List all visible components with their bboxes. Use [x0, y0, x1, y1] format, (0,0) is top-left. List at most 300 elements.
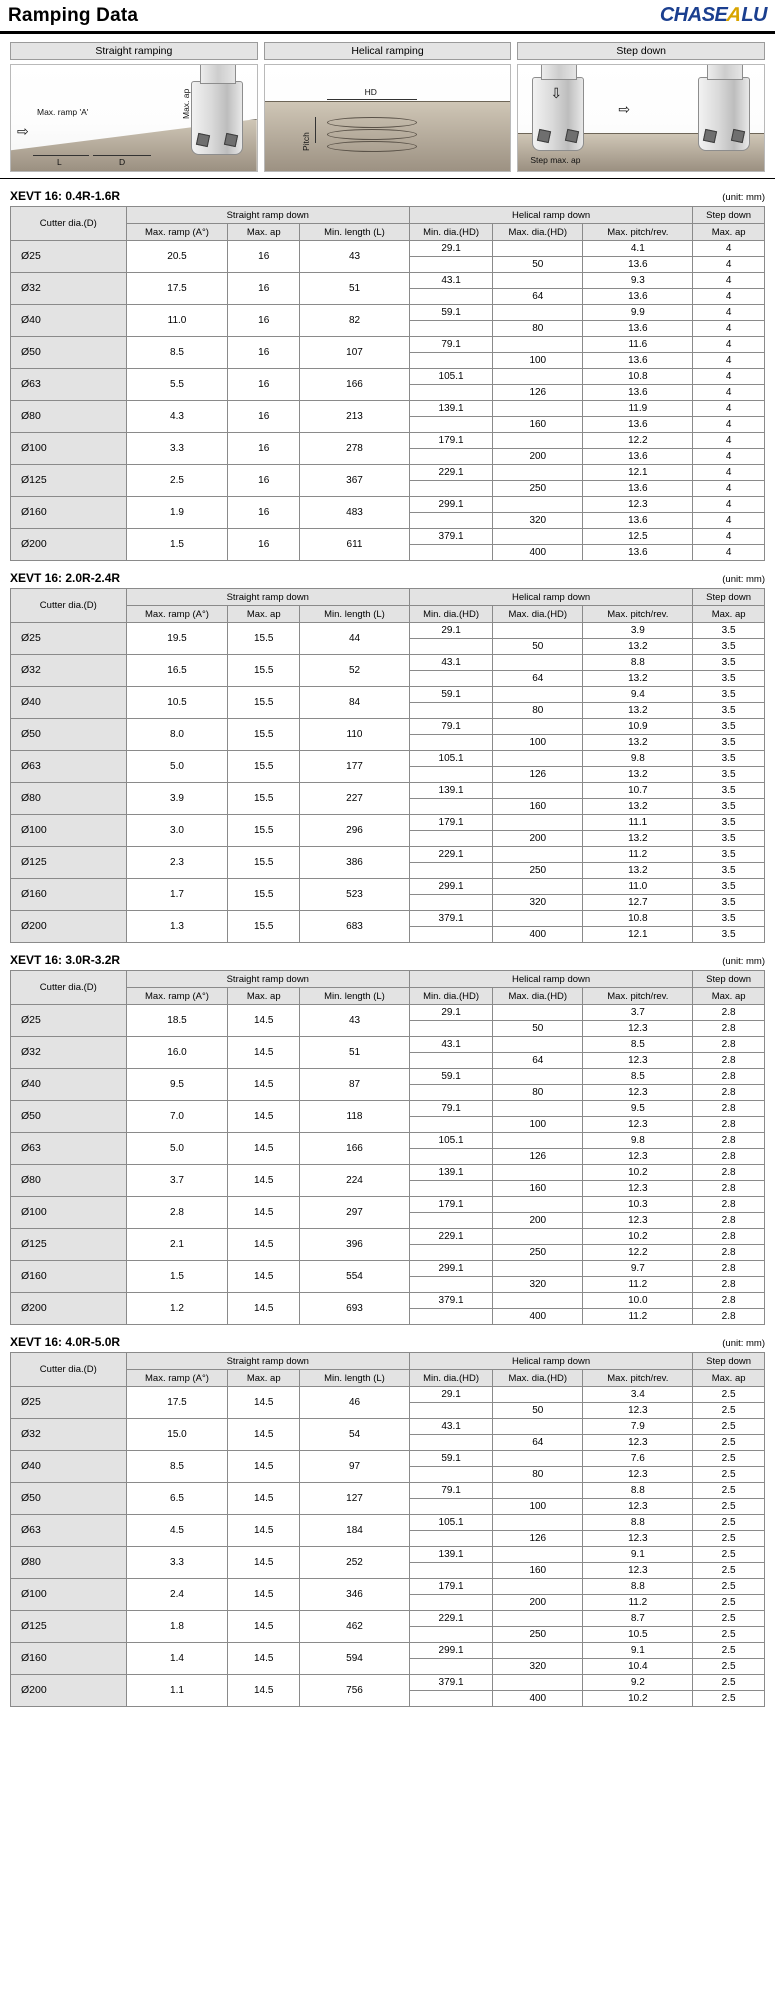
- cell-max-ap: 15.5: [228, 783, 300, 815]
- cell-max-ramp: 8.5: [126, 1451, 228, 1483]
- figure-caption: Step down: [517, 42, 765, 60]
- cell-max-dia: 200: [493, 1213, 583, 1229]
- cell-min-dia: 79.1: [409, 1483, 492, 1499]
- cell-max-dia: 64: [493, 1435, 583, 1451]
- cell-cutter-dia: Ø32: [11, 1037, 127, 1069]
- tool-shank: [200, 64, 236, 84]
- cell-step-max-ap: 3.5: [693, 799, 765, 815]
- cell-step-max-ap-upper: 2.8: [693, 1069, 765, 1085]
- cell-min-dia-lower: [409, 353, 492, 369]
- cell-max-pitch: 13.2: [583, 799, 693, 815]
- figure-row: [0, 34, 775, 179]
- cell-max-ramp: 8.5: [126, 337, 228, 369]
- th-max-dia: Max. dia.(HD): [493, 988, 583, 1005]
- ramping-table: [10, 1352, 765, 1707]
- cell-max-ap: 16: [228, 337, 300, 369]
- table-row: [11, 655, 765, 671]
- cell-step-max-ap: 2.5: [693, 1435, 765, 1451]
- data-sections: [0, 179, 775, 1707]
- cell-cutter-dia: Ø80: [11, 1165, 127, 1197]
- cell-step-max-ap: 2.5: [693, 1403, 765, 1419]
- table-row: [11, 1515, 765, 1531]
- cell-cutter-dia: Ø63: [11, 1515, 127, 1547]
- cell-cutter-dia: Ø200: [11, 911, 127, 943]
- cell-min-dia: 59.1: [409, 1451, 492, 1467]
- cell-step-max-ap: 2.8: [693, 1213, 765, 1229]
- cell-min-dia: 43.1: [409, 1037, 492, 1053]
- cell-min-dia: 229.1: [409, 1229, 492, 1245]
- cell-max-dia: 200: [493, 831, 583, 847]
- insert-icon: [565, 129, 579, 143]
- cell-max-dia-upper: [493, 273, 583, 289]
- th-max-ap: Max. ap: [228, 988, 300, 1005]
- th-max-dia: Max. dia.(HD): [493, 1370, 583, 1387]
- th-group-step: Step down: [693, 971, 765, 988]
- cell-min-length: 386: [300, 847, 410, 879]
- cell-min-dia: 379.1: [409, 1675, 492, 1691]
- helix-path: [327, 129, 417, 140]
- table-row: [11, 1579, 765, 1595]
- cell-max-ramp: 2.1: [126, 1229, 228, 1261]
- cell-min-length: 84: [300, 687, 410, 719]
- cell-max-pitch: 13.6: [583, 513, 693, 529]
- cell-max-ramp: 3.9: [126, 783, 228, 815]
- label-pitch: Pitch: [300, 132, 311, 151]
- cell-min-length: 554: [300, 1261, 410, 1293]
- table-header-row: [11, 589, 765, 606]
- cell-min-length: 611: [300, 529, 410, 561]
- cell-cutter-dia: Ø25: [11, 623, 127, 655]
- cell-max-ap: 14.5: [228, 1547, 300, 1579]
- cell-max-dia: 400: [493, 1691, 583, 1707]
- table-row: [11, 815, 765, 831]
- cell-max-ap: 16: [228, 465, 300, 497]
- cell-step-max-ap-upper: 2.8: [693, 1293, 765, 1309]
- cell-min-dia: 59.1: [409, 687, 492, 703]
- cell-step-max-ap-upper: 2.8: [693, 1101, 765, 1117]
- cell-min-dia-lower: [409, 257, 492, 273]
- table-row: [11, 529, 765, 545]
- th-max-ap: Max. ap: [228, 224, 300, 241]
- cell-cutter-dia: Ø100: [11, 1197, 127, 1229]
- cell-min-length: 166: [300, 369, 410, 401]
- cell-step-max-ap: 2.5: [693, 1499, 765, 1515]
- cell-max-pitch-upper: 7.9: [583, 1419, 693, 1435]
- cell-step-max-ap-upper: 3.5: [693, 719, 765, 735]
- cell-step-max-ap: 2.5: [693, 1659, 765, 1675]
- cell-step-max-ap-upper: 3.5: [693, 687, 765, 703]
- cell-max-pitch-upper: 9.1: [583, 1547, 693, 1563]
- cell-max-dia: 320: [493, 513, 583, 529]
- cell-step-max-ap-upper: 2.5: [693, 1451, 765, 1467]
- cell-max-ap: 15.5: [228, 879, 300, 911]
- cell-min-length: 127: [300, 1483, 410, 1515]
- cell-min-dia-lower: [409, 1595, 492, 1611]
- th-min-length: Min. length (L): [300, 606, 410, 623]
- label-max-ramp: Max. ramp 'A': [37, 107, 89, 117]
- cell-max-ap: 14.5: [228, 1229, 300, 1261]
- cell-min-dia-lower: [409, 1563, 492, 1579]
- cell-max-pitch: 13.6: [583, 257, 693, 273]
- label-hd: HD: [364, 87, 377, 97]
- cell-max-dia-upper: [493, 879, 583, 895]
- insert-icon: [224, 133, 238, 147]
- cell-step-max-ap-upper: 2.5: [693, 1387, 765, 1403]
- cell-max-pitch: 12.1: [583, 927, 693, 943]
- cell-max-pitch-upper: 8.8: [583, 655, 693, 671]
- cell-max-ramp: 17.5: [126, 1387, 228, 1419]
- cell-max-pitch: 13.6: [583, 353, 693, 369]
- cell-max-dia-upper: [493, 497, 583, 513]
- cell-max-pitch-upper: 10.0: [583, 1293, 693, 1309]
- cell-max-pitch-upper: 9.2: [583, 1675, 693, 1691]
- cell-max-ramp: 6.5: [126, 1483, 228, 1515]
- cell-min-dia-lower: [409, 927, 492, 943]
- insert-icon: [537, 129, 551, 143]
- cell-step-max-ap-upper: 4: [693, 369, 765, 385]
- cell-max-dia: 160: [493, 417, 583, 433]
- cell-max-pitch-upper: 10.7: [583, 783, 693, 799]
- th-max-pitch: Max. pitch/rev.: [583, 988, 693, 1005]
- cell-max-pitch-upper: 9.1: [583, 1643, 693, 1659]
- cell-max-dia: 64: [493, 671, 583, 687]
- th-cutter-dia: Cutter dia.(D): [11, 589, 127, 623]
- table-row: [11, 1133, 765, 1149]
- cell-min-dia: 179.1: [409, 815, 492, 831]
- cell-min-dia-lower: [409, 1403, 492, 1419]
- figure-caption: Straight ramping: [10, 42, 258, 60]
- cell-max-pitch: 12.3: [583, 1085, 693, 1101]
- cell-step-max-ap: 3.5: [693, 767, 765, 783]
- cell-min-length: 43: [300, 1005, 410, 1037]
- cell-min-length: 296: [300, 815, 410, 847]
- cell-max-dia-upper: [493, 815, 583, 831]
- cell-max-pitch: 10.4: [583, 1659, 693, 1675]
- cell-max-dia: 160: [493, 799, 583, 815]
- cell-max-pitch: 13.2: [583, 863, 693, 879]
- cell-max-dia-upper: [493, 1165, 583, 1181]
- cell-max-dia: 400: [493, 927, 583, 943]
- table-row: [11, 1451, 765, 1467]
- cell-min-dia-lower: [409, 545, 492, 561]
- feed-arrow-icon: ⇨: [17, 123, 29, 139]
- cell-step-max-ap: 2.8: [693, 1309, 765, 1325]
- cell-max-pitch-upper: 7.6: [583, 1451, 693, 1467]
- cell-max-pitch-upper: 12.5: [583, 529, 693, 545]
- cell-max-ramp: 1.8: [126, 1611, 228, 1643]
- cell-max-pitch: 12.3: [583, 1403, 693, 1419]
- cell-step-max-ap-upper: 4: [693, 401, 765, 417]
- cell-min-dia-lower: [409, 767, 492, 783]
- cell-max-ap: 16: [228, 401, 300, 433]
- cell-cutter-dia: Ø50: [11, 1101, 127, 1133]
- table-row: [11, 1675, 765, 1691]
- cell-max-dia: 126: [493, 1531, 583, 1547]
- cell-cutter-dia: Ø200: [11, 1675, 127, 1707]
- table-row: [11, 1069, 765, 1085]
- table-row: [11, 751, 765, 767]
- cell-max-dia: 160: [493, 1563, 583, 1579]
- cell-max-dia-upper: [493, 847, 583, 863]
- th-min-dia: Min. dia.(HD): [409, 224, 492, 241]
- cell-step-max-ap-upper: 3.5: [693, 623, 765, 639]
- cell-min-dia: 105.1: [409, 1133, 492, 1149]
- cell-max-pitch-upper: 12.1: [583, 465, 693, 481]
- cell-max-pitch-upper: 11.6: [583, 337, 693, 353]
- table-row: [11, 433, 765, 449]
- cell-max-dia: 80: [493, 1467, 583, 1483]
- table-row: [11, 1483, 765, 1499]
- cell-max-pitch: 12.3: [583, 1117, 693, 1133]
- th-group-helical: Helical ramp down: [409, 1353, 692, 1370]
- label-l: L: [57, 157, 62, 167]
- label-max-ap: Max. ap: [181, 88, 191, 119]
- cell-max-ramp: 2.4: [126, 1579, 228, 1611]
- cell-max-dia-upper: [493, 1387, 583, 1403]
- cell-max-ramp: 1.5: [126, 529, 228, 561]
- cell-cutter-dia: Ø50: [11, 1483, 127, 1515]
- cell-max-ramp: 1.5: [126, 1261, 228, 1293]
- cutter-tool: [698, 77, 750, 151]
- cell-max-pitch-upper: 4.1: [583, 241, 693, 257]
- table-row: [11, 1229, 765, 1245]
- cell-max-ap: 14.5: [228, 1643, 300, 1675]
- cell-max-dia-upper: [493, 751, 583, 767]
- cell-max-dia-upper: [493, 623, 583, 639]
- ramping-table: [10, 588, 765, 943]
- cell-min-length: 44: [300, 623, 410, 655]
- th-min-length: Min. length (L): [300, 1370, 410, 1387]
- cell-step-max-ap-upper: 2.8: [693, 1133, 765, 1149]
- cell-step-max-ap: 2.8: [693, 1149, 765, 1165]
- right-arrow-icon: ⇨: [618, 101, 631, 117]
- cell-max-dia: 400: [493, 1309, 583, 1325]
- brand-chase: CHASE: [659, 4, 728, 26]
- cell-max-pitch: 13.6: [583, 449, 693, 465]
- cell-cutter-dia: Ø160: [11, 1643, 127, 1675]
- cell-max-ap: 14.5: [228, 1165, 300, 1197]
- cell-min-dia-lower: [409, 1659, 492, 1675]
- cell-cutter-dia: Ø25: [11, 1005, 127, 1037]
- th-max-ramp: Max. ramp (A°): [126, 606, 228, 623]
- cell-max-pitch: 11.2: [583, 1277, 693, 1293]
- helix-path: [327, 141, 417, 152]
- cell-min-dia: 105.1: [409, 1515, 492, 1531]
- cell-min-length: 756: [300, 1675, 410, 1707]
- cell-max-ramp: 10.5: [126, 687, 228, 719]
- cell-max-pitch: 12.3: [583, 1213, 693, 1229]
- cell-max-pitch: 13.6: [583, 321, 693, 337]
- cell-min-length: 52: [300, 655, 410, 687]
- page-title: Ramping Data: [8, 5, 139, 26]
- cell-max-ramp: 7.0: [126, 1101, 228, 1133]
- cell-max-dia: 50: [493, 1403, 583, 1419]
- cell-min-length: 693: [300, 1293, 410, 1325]
- cell-max-dia: 126: [493, 385, 583, 401]
- cell-max-pitch-upper: 10.3: [583, 1197, 693, 1213]
- cell-step-max-ap-upper: 4: [693, 529, 765, 545]
- cell-step-max-ap-upper: 2.5: [693, 1419, 765, 1435]
- cell-step-max-ap-upper: 4: [693, 337, 765, 353]
- unit-note: (unit: mm): [722, 192, 765, 203]
- cell-max-ap: 14.5: [228, 1005, 300, 1037]
- dim-line-d: [93, 155, 151, 156]
- cell-max-pitch: 13.6: [583, 545, 693, 561]
- cell-max-pitch-upper: 10.2: [583, 1165, 693, 1181]
- cell-step-max-ap-upper: 2.8: [693, 1229, 765, 1245]
- cell-min-dia: 299.1: [409, 1643, 492, 1659]
- cell-max-dia: 80: [493, 703, 583, 719]
- cell-max-ap: 14.5: [228, 1675, 300, 1707]
- cell-min-length: 683: [300, 911, 410, 943]
- cell-max-dia-upper: [493, 1069, 583, 1085]
- cell-max-ramp: 1.4: [126, 1643, 228, 1675]
- cell-min-dia: 379.1: [409, 529, 492, 545]
- table-row: [11, 1165, 765, 1181]
- cell-max-dia-upper: [493, 1005, 583, 1021]
- cell-max-pitch-upper: 9.8: [583, 1133, 693, 1149]
- th-max-dia: Max. dia.(HD): [493, 224, 583, 241]
- cell-cutter-dia: Ø40: [11, 687, 127, 719]
- cell-min-length: 184: [300, 1515, 410, 1547]
- cell-max-pitch-upper: 11.2: [583, 847, 693, 863]
- cell-max-dia-upper: [493, 369, 583, 385]
- th-group-step: Step down: [693, 207, 765, 224]
- cell-max-pitch-upper: 8.8: [583, 1483, 693, 1499]
- cell-cutter-dia: Ø32: [11, 273, 127, 305]
- cell-min-dia: 43.1: [409, 655, 492, 671]
- cell-max-pitch: 12.3: [583, 1499, 693, 1515]
- cell-max-dia: 126: [493, 767, 583, 783]
- table-row: [11, 465, 765, 481]
- cell-step-max-ap-upper: 3.5: [693, 847, 765, 863]
- cell-step-max-ap-upper: 3.5: [693, 879, 765, 895]
- table-row: [11, 623, 765, 639]
- cell-min-dia-lower: [409, 1309, 492, 1325]
- table-header-row: [11, 971, 765, 988]
- cell-min-length: 252: [300, 1547, 410, 1579]
- cell-max-pitch: 12.3: [583, 1021, 693, 1037]
- figure-straight-ramping: [10, 42, 258, 172]
- cell-max-pitch: 11.2: [583, 1309, 693, 1325]
- cell-cutter-dia: Ø50: [11, 337, 127, 369]
- cell-max-ramp: 20.5: [126, 241, 228, 273]
- cell-max-pitch: 12.3: [583, 1467, 693, 1483]
- th-max-pitch: Max. pitch/rev.: [583, 1370, 693, 1387]
- cell-step-max-ap: 3.5: [693, 863, 765, 879]
- cell-max-dia: 100: [493, 353, 583, 369]
- cell-min-length: 118: [300, 1101, 410, 1133]
- th-group-straight: Straight ramp down: [126, 971, 409, 988]
- cell-min-dia-lower: [409, 1085, 492, 1101]
- cell-step-max-ap: 2.5: [693, 1595, 765, 1611]
- cell-max-pitch: 13.2: [583, 671, 693, 687]
- cell-max-dia-upper: [493, 655, 583, 671]
- cell-min-dia: 29.1: [409, 1387, 492, 1403]
- cell-max-dia-upper: [493, 783, 583, 799]
- cell-cutter-dia: Ø100: [11, 1579, 127, 1611]
- cell-max-dia-upper: [493, 1547, 583, 1563]
- cell-min-length: 367: [300, 465, 410, 497]
- cell-max-dia: 320: [493, 1659, 583, 1675]
- cell-min-dia-lower: [409, 1435, 492, 1451]
- cell-step-max-ap: 4: [693, 417, 765, 433]
- helix-path: [327, 117, 417, 128]
- cell-max-dia: 400: [493, 545, 583, 561]
- cell-max-ap: 16: [228, 497, 300, 529]
- figure-helical-ramping: [264, 42, 512, 172]
- cell-max-ap: 14.5: [228, 1197, 300, 1229]
- th-min-dia: Min. dia.(HD): [409, 1370, 492, 1387]
- cell-min-length: 177: [300, 751, 410, 783]
- cell-max-ramp: 1.2: [126, 1293, 228, 1325]
- cell-max-pitch: 12.2: [583, 1245, 693, 1261]
- cell-min-dia: 59.1: [409, 305, 492, 321]
- cell-max-pitch: 13.6: [583, 417, 693, 433]
- cell-max-ap: 14.5: [228, 1579, 300, 1611]
- cell-max-pitch: 12.3: [583, 1181, 693, 1197]
- cell-max-pitch: 10.2: [583, 1691, 693, 1707]
- cell-max-pitch: 12.3: [583, 1563, 693, 1579]
- th-group-helical: Helical ramp down: [409, 207, 692, 224]
- cell-min-length: 97: [300, 1451, 410, 1483]
- cell-max-dia: 50: [493, 639, 583, 655]
- th-cutter-dia: Cutter dia.(D): [11, 1353, 127, 1387]
- cell-min-dia-lower: [409, 1531, 492, 1547]
- cell-max-pitch-upper: 8.8: [583, 1579, 693, 1595]
- cell-min-length: 224: [300, 1165, 410, 1197]
- cell-cutter-dia: Ø160: [11, 497, 127, 529]
- cell-max-dia-upper: [493, 1037, 583, 1053]
- cell-step-max-ap: 3.5: [693, 671, 765, 687]
- section-header: [10, 953, 765, 967]
- cell-max-pitch-upper: 8.5: [583, 1037, 693, 1053]
- table-header-row: [11, 1353, 765, 1370]
- th-step-max-ap: Max. ap: [693, 224, 765, 241]
- cell-min-dia-lower: [409, 735, 492, 751]
- cell-max-pitch: 12.3: [583, 1149, 693, 1165]
- cell-cutter-dia: Ø25: [11, 1387, 127, 1419]
- th-max-ramp: Max. ramp (A°): [126, 224, 228, 241]
- cell-max-ramp: 1.7: [126, 879, 228, 911]
- cell-min-length: 278: [300, 433, 410, 465]
- cell-step-max-ap-upper: 4: [693, 497, 765, 513]
- cell-max-ramp: 5.0: [126, 1133, 228, 1165]
- cell-max-dia-upper: [493, 1483, 583, 1499]
- label-step-max-ap: Step max. ap: [530, 155, 581, 165]
- cell-max-dia: 100: [493, 735, 583, 751]
- brand-a: A: [725, 4, 743, 26]
- cell-max-dia: 250: [493, 1245, 583, 1261]
- unit-note: (unit: mm): [722, 1338, 765, 1349]
- cell-max-dia-upper: [493, 1101, 583, 1117]
- th-max-dia: Max. dia.(HD): [493, 606, 583, 623]
- section-header: [10, 571, 765, 585]
- cell-max-dia-upper: [493, 1261, 583, 1277]
- cell-max-dia: 80: [493, 321, 583, 337]
- tool-shank: [541, 64, 577, 80]
- th-group-step: Step down: [693, 589, 765, 606]
- table-row: [11, 241, 765, 257]
- cell-max-dia-upper: [493, 241, 583, 257]
- cell-max-ap: 15.5: [228, 655, 300, 687]
- cell-cutter-dia: Ø125: [11, 847, 127, 879]
- cell-max-dia-upper: [493, 305, 583, 321]
- cell-step-max-ap: 3.5: [693, 895, 765, 911]
- th-min-length: Min. length (L): [300, 988, 410, 1005]
- cell-step-max-ap-upper: 4: [693, 305, 765, 321]
- cell-max-ramp: 5.0: [126, 751, 228, 783]
